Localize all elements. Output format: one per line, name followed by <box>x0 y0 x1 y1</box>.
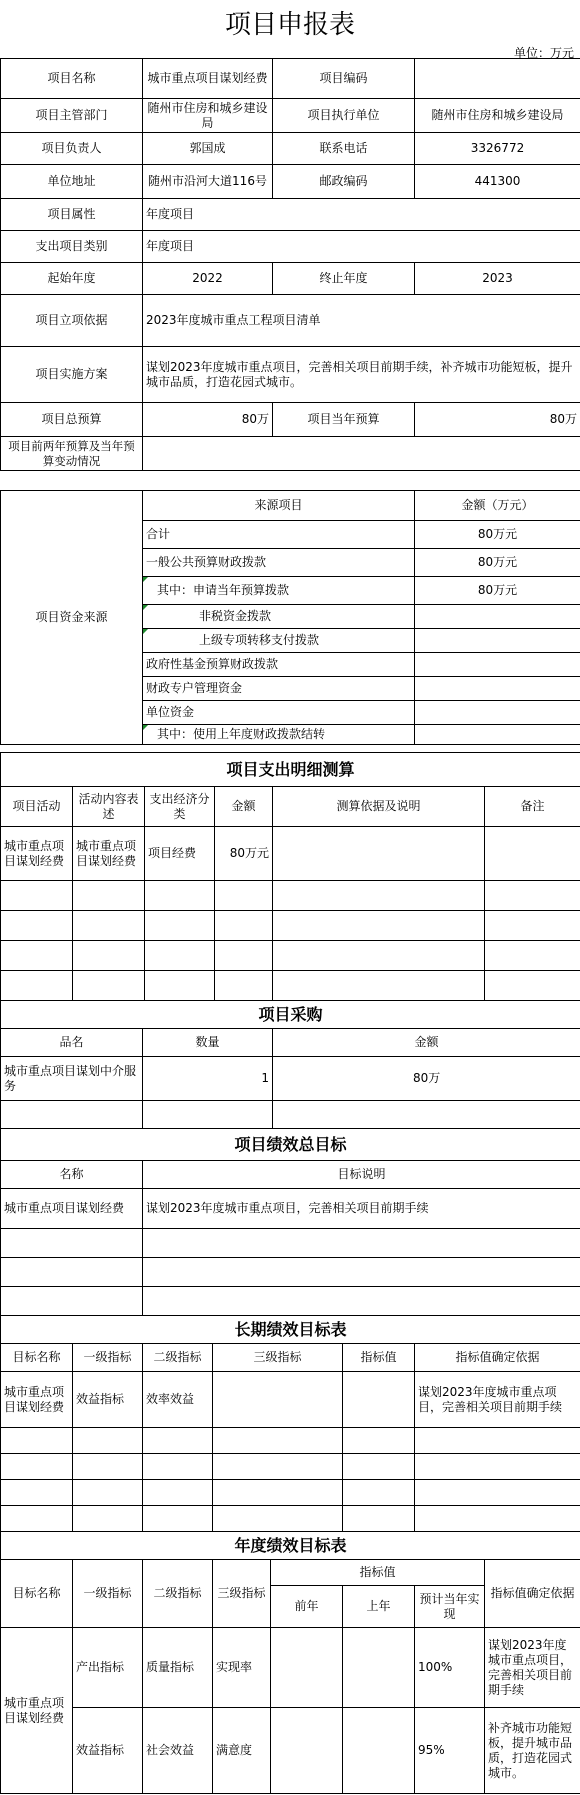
funding-amount-header: 金额（万元） <box>415 491 580 521</box>
table-row <box>1 1101 580 1129</box>
annual-cell-l3: 满意度 <box>213 1708 271 1794</box>
total-budget-value: 80万 <box>143 403 273 437</box>
table-row <box>1 971 580 1001</box>
project-code-label: 项目编码 <box>273 59 415 99</box>
purchase-header: 数量 <box>143 1029 273 1057</box>
prev-budget-label: 项目前两年预算及当年预算变动情况 <box>1 437 143 471</box>
annual-header-l2: 二级指标 <box>143 1560 213 1628</box>
postcode-value: 441300 <box>415 165 580 199</box>
funding-row-amount <box>415 629 580 653</box>
address-label: 单位地址 <box>1 165 143 199</box>
category-label: 支出项目类别 <box>1 231 143 263</box>
funding-row-amount <box>415 725 580 745</box>
expense-header: 备注 <box>485 787 580 827</box>
expense-header: 项目活动 <box>1 787 73 827</box>
project-name-value: 城市重点项目谋划经费 <box>143 59 273 99</box>
long-term-cell <box>213 1372 343 1428</box>
table-row <box>1 1287 580 1316</box>
expense-cell <box>485 827 580 881</box>
year-budget-label: 项目当年预算 <box>273 403 415 437</box>
funding-row-amount: 80万元 <box>415 521 580 549</box>
annual-cell-l2: 社会效益 <box>143 1708 213 1794</box>
annual-header-value: 指标值 <box>271 1560 485 1586</box>
expense-header: 金额 <box>215 787 273 827</box>
end-year-label: 终止年度 <box>273 263 415 295</box>
long-term-cell: 城市重点项目谋划经费 <box>1 1372 73 1428</box>
annual-cell-basis: 谋划2023年度城市重点项目，完善相关项目前期手续 <box>485 1628 580 1708</box>
annual-cell-prev <box>271 1708 343 1794</box>
funding-row-name: 非税资金拨款 <box>143 605 415 629</box>
address-value: 随州市沿河大道116号 <box>143 165 273 199</box>
plan-label: 项目实施方案 <box>1 347 143 403</box>
annual-cell-prev <box>271 1628 343 1708</box>
table-row <box>1 1454 580 1480</box>
annual-header-l3: 三级指标 <box>213 1560 271 1628</box>
purchase-cell: 80万 <box>273 1057 580 1101</box>
expense-title: 项目支出明细测算 <box>1 753 580 787</box>
annual-target-name: 城市重点项目谋划经费 <box>1 1628 73 1794</box>
perf-total-table <box>0 1128 580 1316</box>
attr-value: 年度项目 <box>143 199 580 231</box>
year-budget-value: 80万 <box>415 403 580 437</box>
annual-cell-expect: 95% <box>415 1708 485 1794</box>
long-term-header: 目标名称 <box>1 1344 73 1372</box>
expense-table <box>0 752 580 1001</box>
annual-cell-last <box>343 1708 415 1794</box>
funding-table <box>0 490 580 745</box>
perf-total-cell: 城市重点项目谋划经费 <box>1 1189 143 1229</box>
annual-header-name: 目标名称 <box>1 1560 73 1628</box>
project-name-label: 项目名称 <box>1 59 143 99</box>
funding-row-name: 一般公共预算财政拨款 <box>143 549 415 577</box>
perf-total-header: 名称 <box>1 1161 143 1189</box>
long-term-header: 一级指标 <box>73 1344 143 1372</box>
long-term-cell: 效益指标 <box>73 1372 143 1428</box>
phone-value: 3326772 <box>415 133 580 165</box>
basis-label: 项目立项依据 <box>1 295 143 347</box>
annual-cell-l3: 实现率 <box>213 1628 271 1708</box>
table-row <box>1 1258 580 1287</box>
table-row <box>1 1506 580 1532</box>
phone-label: 联系电话 <box>273 133 415 165</box>
annual-header-prev: 前年 <box>271 1586 343 1628</box>
project-info-table <box>0 58 580 471</box>
table-row <box>1 911 580 941</box>
expense-cell <box>273 827 485 881</box>
start-year-value: 2022 <box>143 263 273 295</box>
funding-row-amount <box>415 677 580 701</box>
long-term-table <box>0 1315 580 1532</box>
long-term-header: 指标值确定依据 <box>415 1344 580 1372</box>
annual-header-expect: 预计当年实现 <box>415 1586 485 1628</box>
funding-row-name: 单位资金 <box>143 701 415 725</box>
long-term-header: 二级指标 <box>143 1344 213 1372</box>
expense-header: 测算依据及说明 <box>273 787 485 827</box>
category-value: 年度项目 <box>143 231 580 263</box>
long-term-title: 长期绩效目标表 <box>1 1316 580 1344</box>
annual-header-basis: 指标值确定依据 <box>485 1560 580 1628</box>
page-title: 项目申报表 <box>224 10 355 40</box>
annual-cell-l1: 产出指标 <box>73 1628 143 1708</box>
table-row <box>1 941 580 971</box>
annual-header-l1: 一级指标 <box>73 1560 143 1628</box>
exec-unit-label: 项目执行单位 <box>273 99 415 133</box>
annual-cell-last <box>343 1628 415 1708</box>
prev-budget-value <box>143 437 580 471</box>
long-term-cell: 谋划2023年度城市重点项目，完善相关项目前期手续 <box>415 1372 580 1428</box>
annual-cell-expect: 100% <box>415 1628 485 1708</box>
funding-row-name: 财政专户管理资金 <box>143 677 415 701</box>
end-year-value: 2023 <box>415 263 580 295</box>
table-row <box>1 881 580 911</box>
funding-row-amount <box>415 701 580 725</box>
plan-value: 谋划2023年度城市重点项目，完善相关项目前期手续，补齐城市功能短板，提升城市品质，打造花园式城市。 <box>143 347 580 403</box>
unit-label: 单位：万元 <box>513 46 574 60</box>
total-budget-label: 项目总预算 <box>1 403 143 437</box>
funding-row-name: 其中：使用上年度财政拨款结转 <box>143 725 415 745</box>
purchase-header: 品名 <box>1 1029 143 1057</box>
leader-label: 项目负责人 <box>1 133 143 165</box>
funding-row-amount: 80万元 <box>415 577 580 605</box>
expense-cell: 城市重点项目谋划经费 <box>73 827 145 881</box>
purchase-title: 项目采购 <box>1 1001 580 1029</box>
funding-row-amount <box>415 653 580 677</box>
long-term-header: 三级指标 <box>213 1344 343 1372</box>
funding-row-name: 政府性基金预算财政拨款 <box>143 653 415 677</box>
annual-title: 年度绩效目标表 <box>1 1532 580 1560</box>
annual-cell-l2: 质量指标 <box>143 1628 213 1708</box>
leader-value: 郭国成 <box>143 133 273 165</box>
expense-cell: 项目经费 <box>145 827 215 881</box>
funding-source-header: 来源项目 <box>143 491 415 521</box>
table-row <box>1 1428 580 1454</box>
funding-row-name: 合计 <box>143 521 415 549</box>
purchase-table <box>0 1000 580 1129</box>
long-term-header: 指标值 <box>343 1344 415 1372</box>
annual-cell-l1: 效益指标 <box>73 1708 143 1794</box>
annual-table <box>0 1531 580 1794</box>
perf-total-header: 目标说明 <box>143 1161 580 1189</box>
project-code-value <box>415 59 580 99</box>
purchase-cell: 城市重点项目谋划中介服务 <box>1 1057 143 1101</box>
long-term-cell <box>343 1372 415 1428</box>
expense-cell: 城市重点项目谋划经费 <box>1 827 73 881</box>
perf-total-cell: 谋划2023年度城市重点项目，完善相关项目前期手续 <box>143 1189 580 1229</box>
annual-cell-basis: 补齐城市功能短板，提升城市品质，打造花园式城市。 <box>485 1708 580 1794</box>
expense-header: 支出经济分类 <box>145 787 215 827</box>
funding-row-name: 其中：申请当年预算拨款 <box>143 577 415 605</box>
funding-row-name: 上级专项转移支付拨款 <box>143 629 415 653</box>
exec-unit-value: 随州市住房和城乡建设局 <box>415 99 580 133</box>
long-term-cell: 效率效益 <box>143 1372 213 1428</box>
funding-row-amount <box>415 605 580 629</box>
expense-header: 活动内容表述 <box>73 787 145 827</box>
perf-total-title: 项目绩效总目标 <box>1 1129 580 1161</box>
purchase-cell: 1 <box>143 1057 273 1101</box>
start-year-label: 起始年度 <box>1 263 143 295</box>
table-row <box>1 1229 580 1258</box>
postcode-label: 邮政编码 <box>273 165 415 199</box>
purchase-header: 金额 <box>273 1029 580 1057</box>
table-row <box>1 1480 580 1506</box>
funding-row-amount: 80万元 <box>415 549 580 577</box>
basis-value: 2023年度城市重点工程项目清单 <box>143 295 580 347</box>
attr-label: 项目属性 <box>1 199 143 231</box>
annual-header-last: 上年 <box>343 1586 415 1628</box>
expense-cell: 80万元 <box>215 827 273 881</box>
dept-label: 项目主管部门 <box>1 99 143 133</box>
funding-label: 项目资金来源 <box>1 491 143 745</box>
dept-value: 随州市住房和城乡建设局 <box>143 99 273 133</box>
